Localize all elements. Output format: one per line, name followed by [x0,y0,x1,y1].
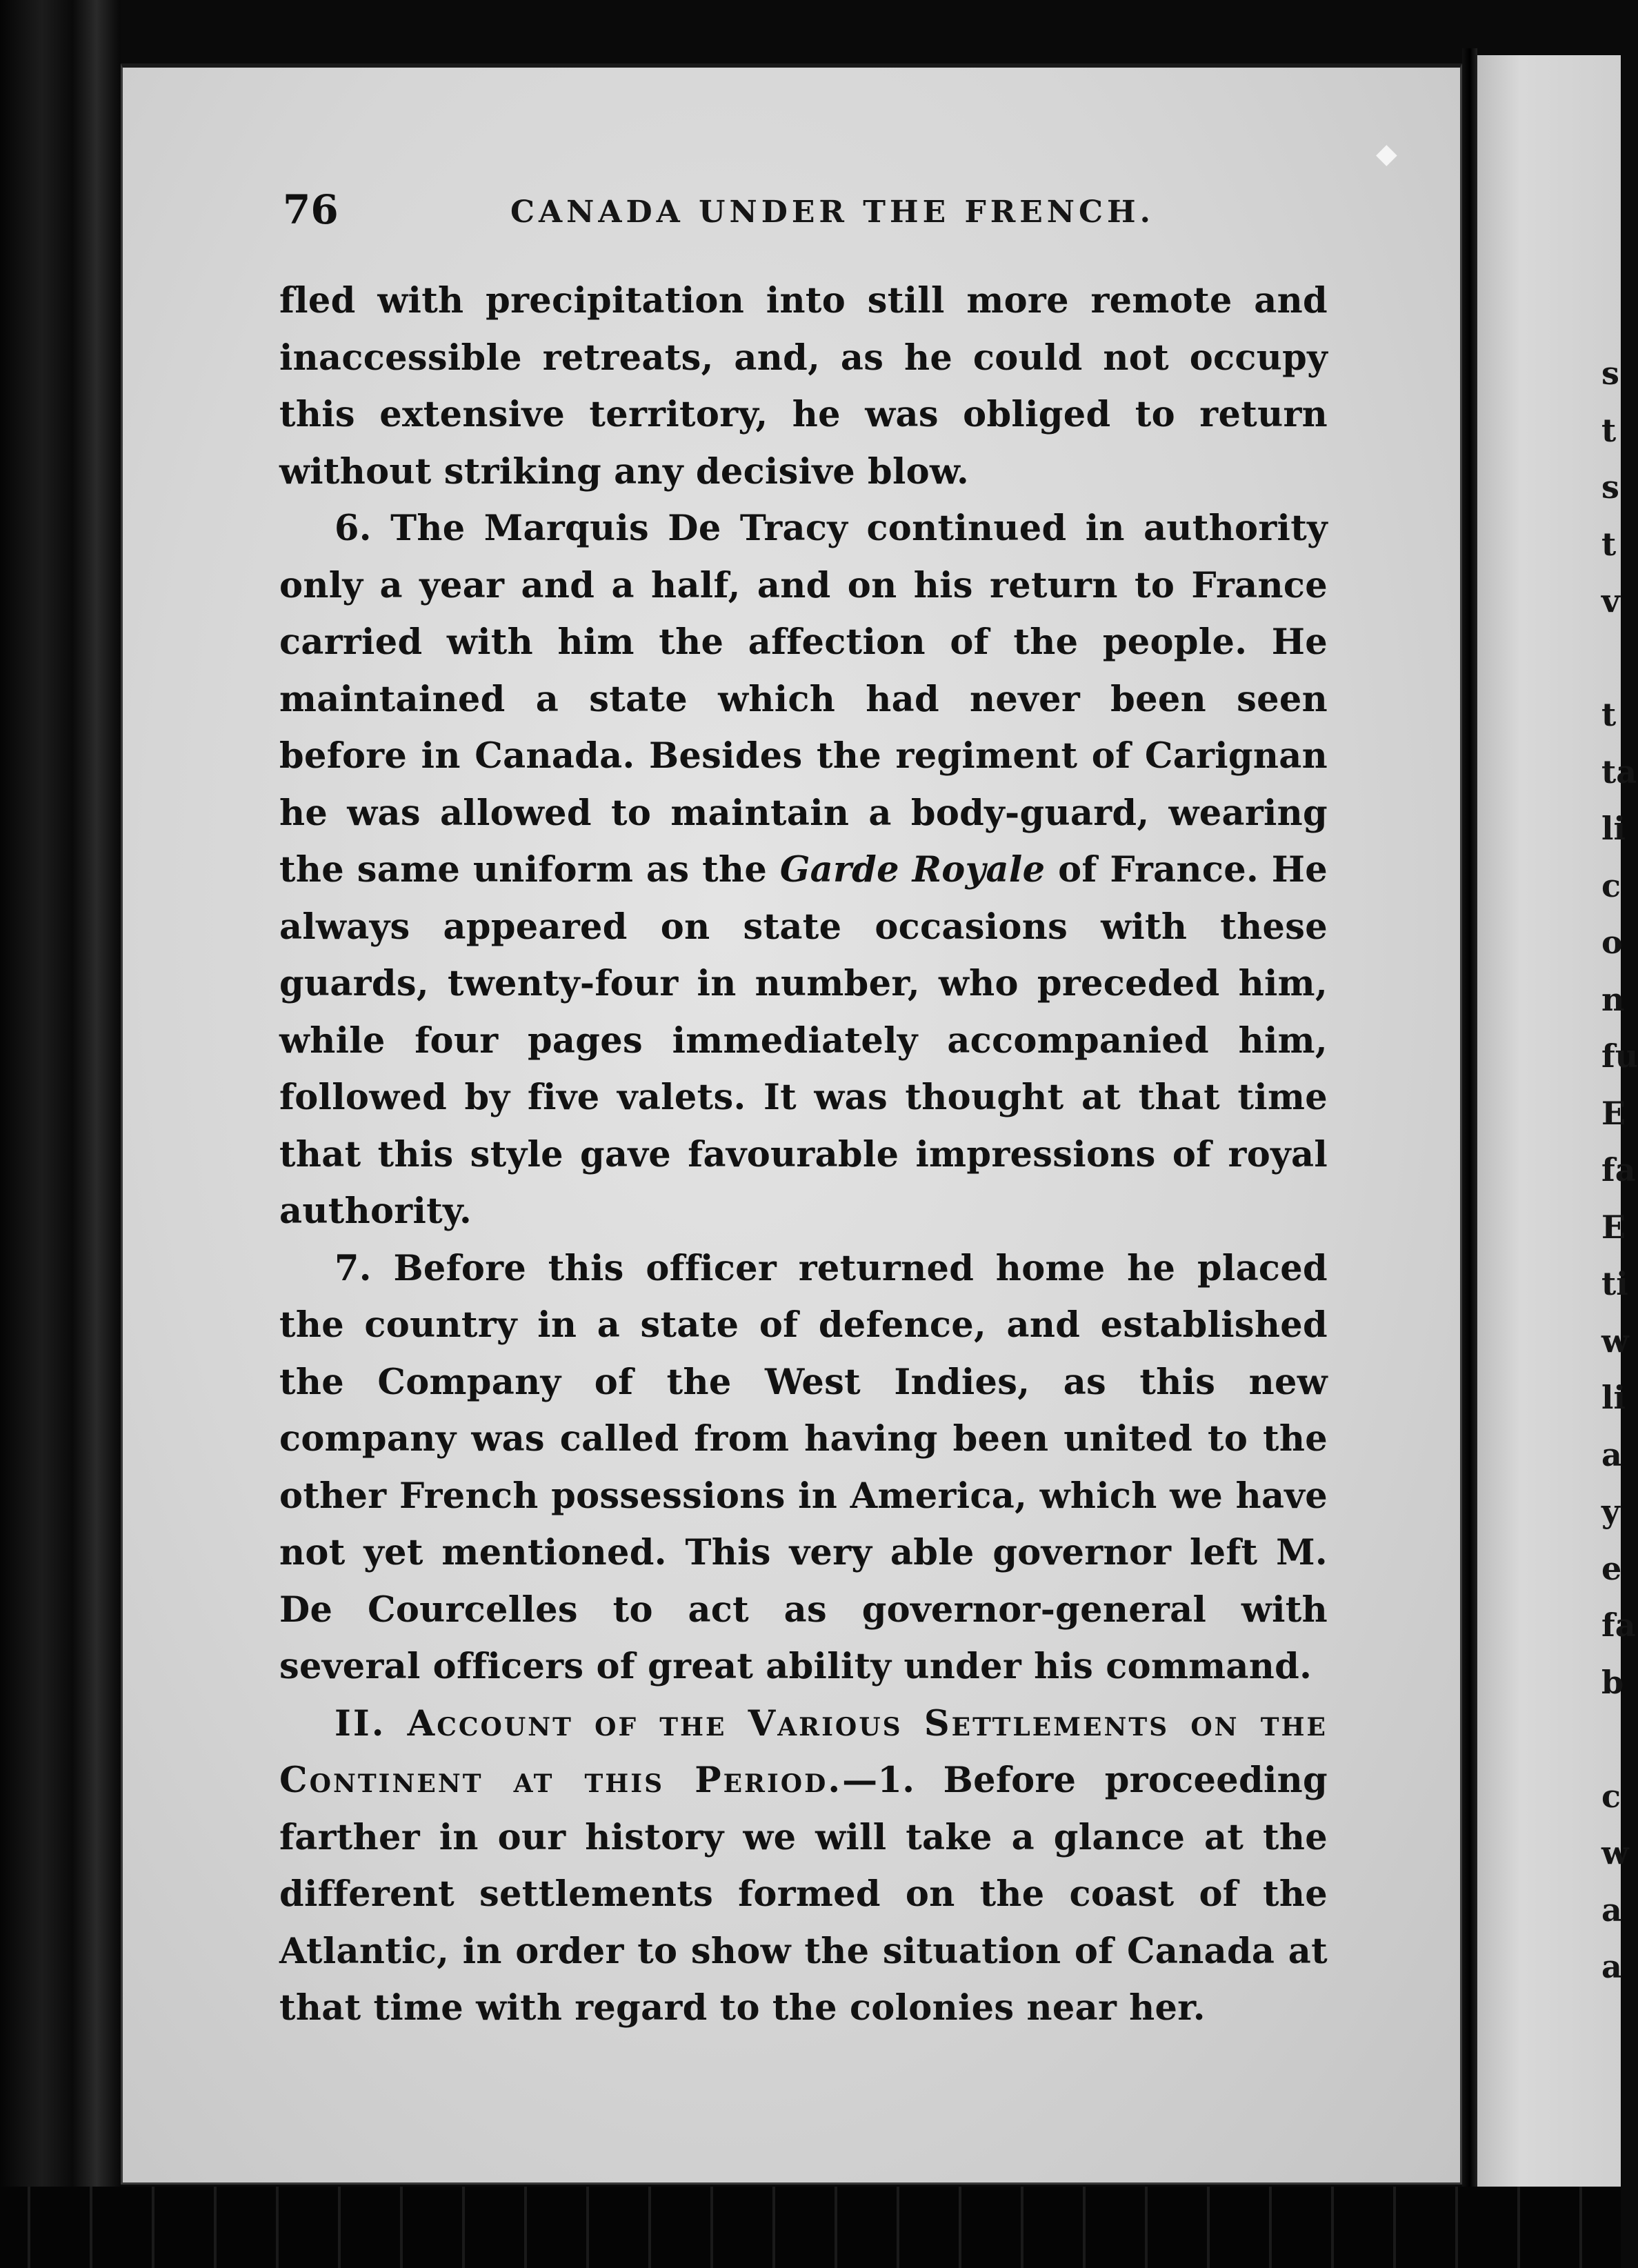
facing-page-letter: E [1601,1094,1626,1132]
book-binding-edge [0,0,121,2268]
facing-page-letter: E [1601,1208,1626,1246]
facing-page-letter: ti [1601,1265,1628,1302]
garde-royale-italic: Garde Royale [779,849,1046,891]
facing-page-letter: b [1601,1663,1624,1701]
page-header [283,186,1331,241]
page-gutter [1462,48,1477,2221]
facing-page-letter: c [1601,1777,1621,1815]
facing-page-letter: c [1601,866,1621,904]
page-number: 76 [283,186,339,233]
facing-page-letter [1601,1711,1621,1768]
facing-page-letter [1601,630,1621,687]
facing-page-letter: s [1601,355,1619,392]
facing-page-letters [1601,345,1638,1996]
paragraph-continuation: fled with precipitation into still more remote and inaccessible retreats, and, as he could not occupy this extensive territory, he was obliged to return without striking any decisive blow. [279,280,1328,493]
facing-page-letter: fu [1601,1037,1638,1075]
paragraph-7: 7. Before this officer returned home he placed the country in a state of defence, and established the Company of the West Indies, as this new company was called from having been united to the other French possessions in America, which we have not yet mentioned. This very able governor left M. De Courcelles to act as governor-general with several officers of great ability under his command. [279,1247,1328,1687]
facing-page-letter: fa [1601,1606,1636,1644]
facing-page-edge [1477,55,1638,2221]
section-ii-text: —1. Before proceeding farther in our history we will take a glance at the different settlements formed on the coast of the Atlantic, in order to show the situation of Canada at that time with regard to the colonies near her. [279,1760,1328,2029]
facing-page-letter: a [1601,1891,1622,1929]
paragraph-6-text-a: 6. The Marquis De Tracy continued in authority only a year and a half, and on his return to France carried with him the affection of the people. He maintained a state which had never been seen before in Canada. Besides the regiment of Carignan he was allowed to maintain a body-guard, wearing the same uniform as the [279,508,1328,891]
facing-page-letter: t [1601,411,1617,449]
running-head: CANADA UNDER THE FRENCH. [510,195,1155,230]
facing-page-letter: e [1601,1549,1622,1587]
facing-page-letter: a [1601,1948,1622,1985]
section-ii-paragraph [279,1695,1328,2037]
facing-page-letter: y [1601,1493,1620,1530]
section-ii-heading: II. Account of the Various Settlements on the Continent at this Period. [279,1702,1328,1801]
scan-bottom-edge [0,2187,1621,2268]
facing-page-letter: fa [1601,1151,1636,1188]
paragraph-6-text-b: of France. He always appeared on state occasions with these guards, twenty-four in number, who preceded him, while four pages immediately accompanied him, followed by five valets. It was thought at that time that this style gave favourable impressions of royal authority. [279,849,1328,1232]
facing-page-letter: o [1601,924,1623,961]
facing-page-letter: w [1601,1322,1629,1360]
facing-page-letter: n [1601,980,1625,1018]
facing-page-letter: li [1601,1379,1626,1416]
facing-page-letter: t [1601,525,1617,563]
facing-page-letter: v [1601,582,1620,619]
scan-speck: ◆ [1376,138,1397,170]
paragraph-6 [279,500,1328,1240]
facing-page-letter: t [1601,696,1617,733]
page-body [279,272,1328,2037]
facing-page-letter: s [1601,468,1619,506]
facing-page-letter: ta [1601,753,1637,790]
facing-page-letter: li [1601,810,1626,847]
facing-page-letter: a [1601,1435,1622,1473]
facing-page-letter: w [1601,1834,1629,1871]
